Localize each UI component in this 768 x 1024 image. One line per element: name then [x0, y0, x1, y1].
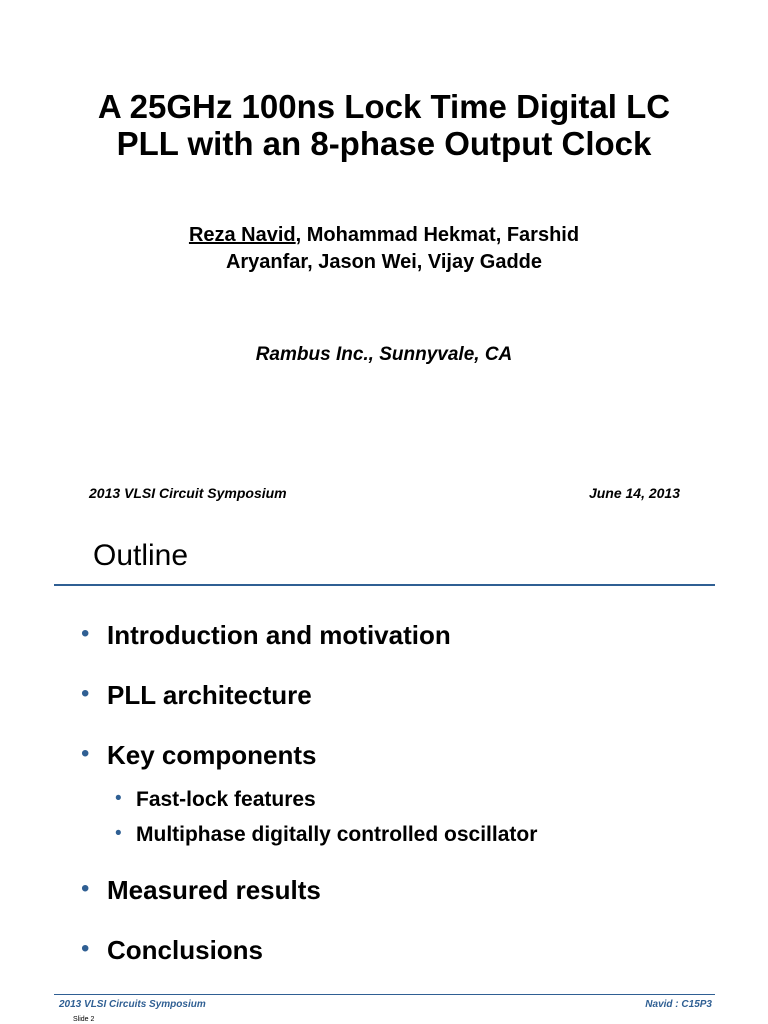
bullet-icon: •: [81, 620, 90, 647]
list-item-text: Key components: [107, 740, 317, 770]
footer-divider: [54, 994, 715, 995]
authors-line-1: , Mohammad Hekmat, Farshid: [295, 224, 580, 246]
footer-paper-id: Navid : C15P3: [645, 999, 712, 1010]
outline-slide: [0, 520, 768, 1024]
presentation-date: June 14, 2013: [588, 485, 680, 501]
list-item: [81, 680, 312, 710]
list-item-text: Fast-lock features: [136, 788, 316, 811]
presentation-title: [40, 88, 728, 162]
list-item: [81, 740, 317, 770]
title-divider: [54, 584, 715, 586]
list-item: [81, 875, 321, 905]
title-line-1: A 25GHz 100ns Lock Time Digital LC: [97, 88, 671, 125]
list-item-text: Multiphase digitally controlled oscillator: [136, 823, 538, 846]
bullet-icon: •: [81, 680, 90, 707]
authors-line-2: Aryanfar, Jason Wei, Vijay Gadde: [225, 251, 543, 273]
list-item-text: Measured results: [107, 875, 321, 905]
conference-name: 2013 VLSI Circuit Symposium: [89, 485, 287, 501]
list-item-text: Introduction and motivation: [107, 620, 451, 650]
footer-conference: 2013 VLSI Circuits Symposium: [59, 999, 206, 1010]
list-item: [81, 935, 264, 965]
slide-number: Slide 2: [73, 1016, 95, 1023]
bullet-icon: •: [115, 788, 122, 809]
author-list: [60, 222, 708, 276]
bullet-icon: •: [81, 875, 90, 902]
title-line-2: PLL with an 8-phase Output Clock: [116, 125, 652, 162]
affiliation: Rambus Inc., Sunnyvale, CA: [255, 344, 513, 365]
list-item: [81, 620, 451, 650]
outline-title: Outline: [93, 539, 189, 572]
bullet-icon: •: [81, 935, 90, 962]
bullet-icon: •: [81, 740, 90, 767]
list-item-text: PLL architecture: [107, 680, 312, 710]
list-item: [115, 787, 316, 813]
bullet-icon: •: [115, 823, 122, 844]
presenter-name: Reza Navid: [188, 224, 296, 246]
list-item: [115, 822, 538, 848]
list-item-text: Conclusions: [107, 935, 264, 965]
